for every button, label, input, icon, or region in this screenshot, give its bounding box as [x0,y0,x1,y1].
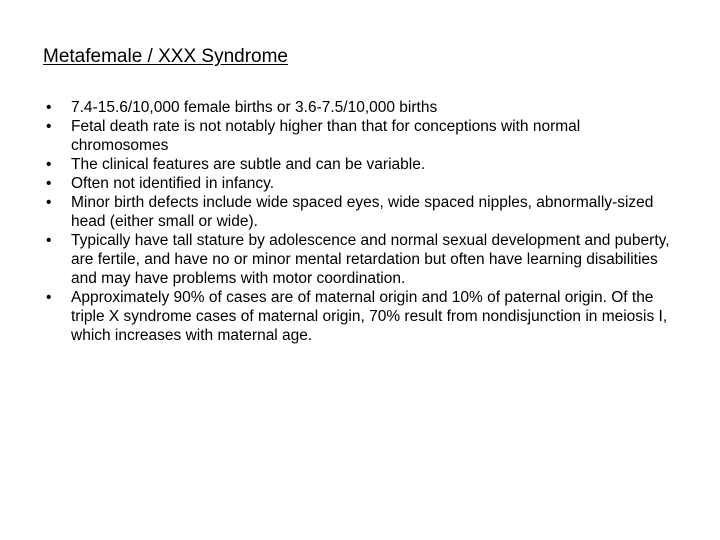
bullet-dot-icon: • [46,289,52,306]
bullet-dot-icon: • [46,194,52,211]
bullet-text: The clinical features are subtle and can be variable. [71,156,426,173]
bullet-dot-icon: • [46,156,52,173]
slide-title: Metafemale / XXX Syndrome [43,46,288,67]
bullet-text: Approximately 90% of cases are of maternal origin and 10% of paternal origin. Of the triple X syndrome cases of maternal origin, 70% result from nondisjunction in meiosis I, which increases with maternal age. [71,289,668,344]
bullet-dot-icon: • [46,99,52,116]
bullet-dot-icon: • [46,175,52,192]
bullet-item [46,117,676,155]
bullet-text: Fetal death rate is not notably higher than that for conceptions with normal chromosomes [71,118,581,154]
bullet-text: Often not identified in infancy. [71,175,275,192]
bullet-text: Minor birth defects include wide spaced eyes, wide spaced nipples, abnormally-sized head (either small or wide). [71,194,654,230]
bullet-item [46,98,676,117]
bullet-item [46,193,676,231]
bullet-item [46,288,676,345]
bullet-text: 7.4-15.6/10,000 female births or 3.6-7.5/10,000 births [71,99,438,116]
bullet-list [46,98,676,345]
bullet-dot-icon: • [46,118,52,135]
bullet-item [46,155,676,174]
bullet-item [46,231,676,288]
bullet-item [46,174,676,193]
bullet-text: Typically have tall stature by adolescence and normal sexual development and puberty, are fertile, and have no or minor mental retardation but often have learning disabilities and may have problems with motor coordination. [71,232,670,287]
bullet-dot-icon: • [46,232,52,249]
